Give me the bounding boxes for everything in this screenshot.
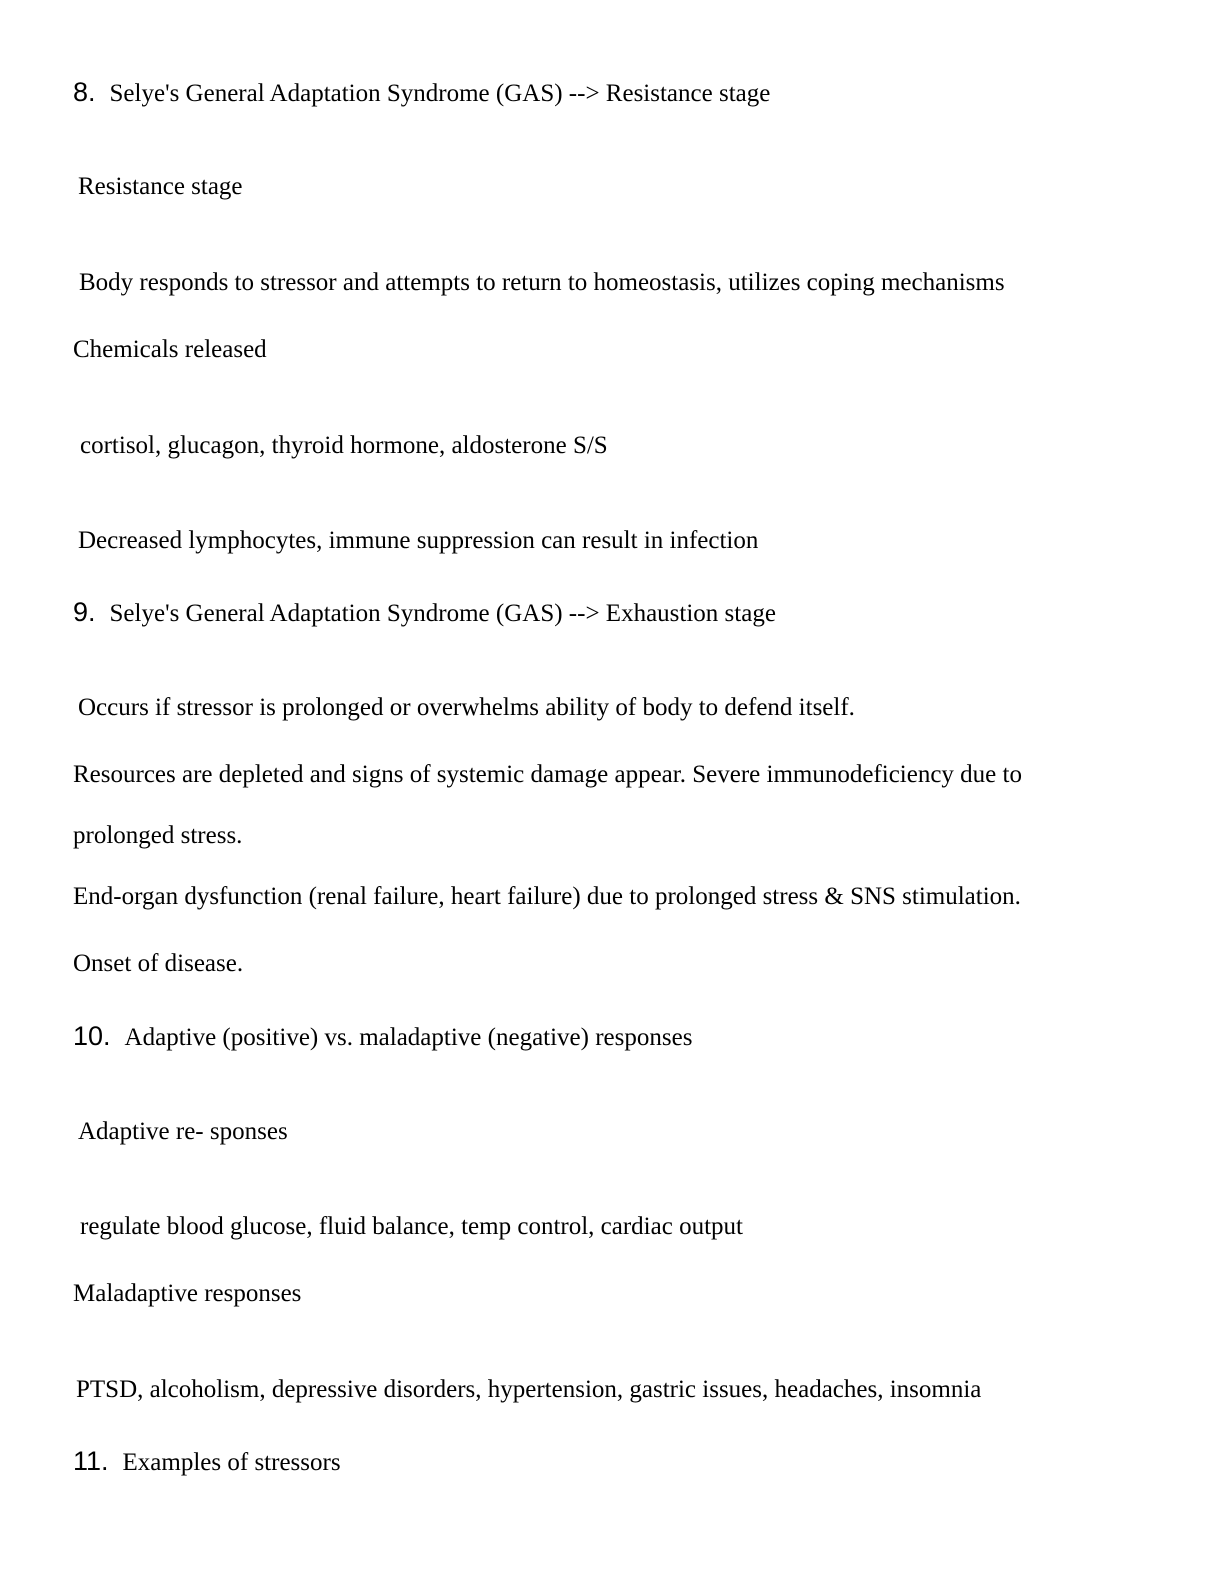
item-number: 9. (73, 597, 96, 627)
text-line: Body responds to stressor and attempts to return to homeostasis, utilizes coping mechanisms (79, 269, 1005, 296)
item-heading-text: Selye's General Adaptation Syndrome (GAS) --> Exhaustion stage (109, 600, 776, 627)
item-heading (73, 597, 776, 629)
item-number: 10. (73, 1021, 111, 1051)
text-line: Decreased lymphocytes, immune suppression can result in infection (78, 527, 759, 554)
text-line: Chemicals released (73, 336, 267, 363)
item-heading (73, 77, 770, 109)
text-line: Onset of disease. (73, 950, 244, 977)
text-line: prolonged stress. (73, 822, 243, 849)
item-heading-text: Examples of stressors (122, 1449, 341, 1476)
text-line: Resources are depleted and signs of systemic damage appear. Severe immunodeficiency due to (73, 761, 1022, 788)
text-line: Maladaptive responses (73, 1280, 302, 1307)
item-number: 11. (73, 1446, 109, 1476)
item-heading-text: Adaptive (positive) vs. maladaptive (negative) responses (124, 1024, 693, 1051)
item-heading (73, 1021, 692, 1053)
item-heading (73, 1446, 341, 1478)
item-number: 8. (73, 77, 96, 107)
item-heading-text: Selye's General Adaptation Syndrome (GAS) --> Resistance stage (109, 80, 771, 107)
text-line: regulate blood glucose, fluid balance, temp control, cardiac output (80, 1213, 743, 1240)
text-line: PTSD, alcoholism, depressive disorders, hypertension, gastric issues, headaches, insomnia (76, 1376, 982, 1403)
text-line: Adaptive re- sponses (78, 1118, 288, 1145)
text-line: Resistance stage (78, 173, 243, 200)
text-line: Occurs if stressor is prolonged or overwhelms ability of body to defend itself. (78, 694, 855, 721)
text-line: cortisol, glucagon, thyroid hormone, aldosterone S/S (80, 432, 608, 459)
text-line: End-organ dysfunction (renal failure, heart failure) due to prolonged stress & SNS stimulation. (73, 883, 1021, 910)
